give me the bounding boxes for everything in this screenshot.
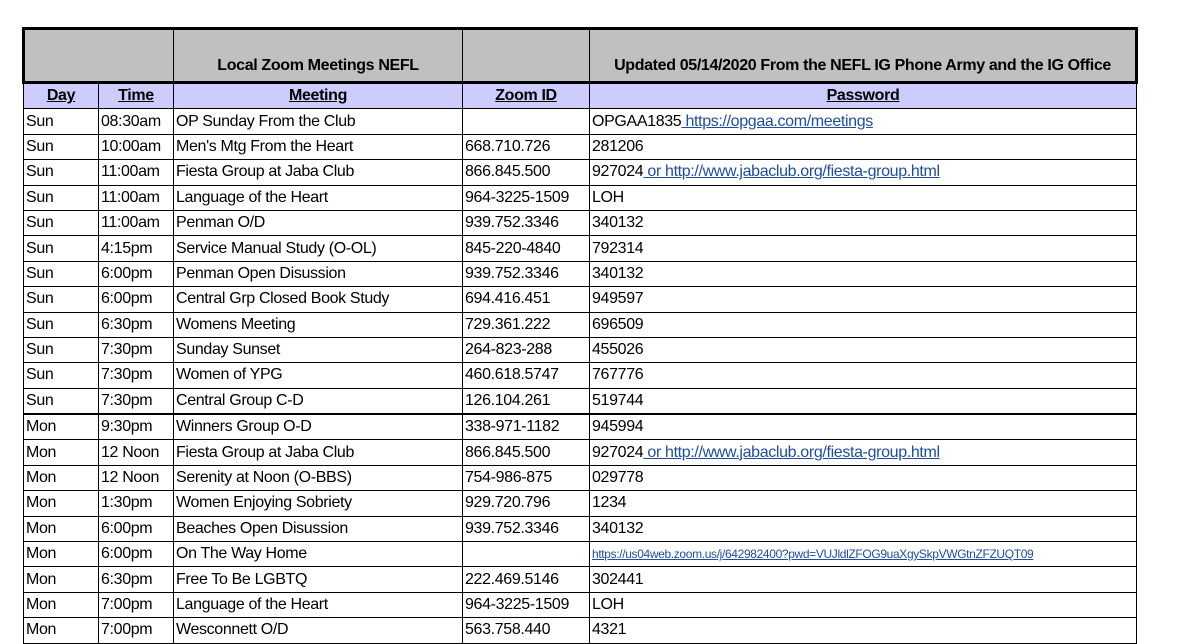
cell-zoom-id[interactable]: 929.720.796 [463,491,590,516]
password-text: 281206 [592,137,644,155]
cell-day[interactable]: Sun [24,388,99,414]
password-text: 455026 [592,341,644,359]
cell-day[interactable]: Mon [24,592,99,617]
title-row [24,29,1137,83]
cell-zoom-id[interactable]: 126.104.261 [463,388,590,414]
cell-meeting[interactable]: Women of YPG [174,363,463,388]
cell-day[interactable]: Mon [24,465,99,490]
password-text: 302441 [592,570,644,588]
cell-password[interactable] [590,440,1137,465]
table-row [24,491,1137,516]
cell-time[interactable]: 6:30pm [99,567,174,592]
cell-zoom-id[interactable]: 563.758.440 [463,618,590,643]
cell-zoom-id[interactable]: 866.845.500 [463,160,590,185]
cell-day[interactable]: Sun [24,261,99,286]
meeting-link[interactable]: or http://www.jabaclub.org/fiesta-group.html [643,443,940,461]
cell-password[interactable] [590,363,1137,388]
cell-password[interactable] [590,109,1137,134]
password-text: 519744 [592,391,644,409]
header-password[interactable]: Password [590,83,1137,109]
cell-password[interactable] [590,261,1137,286]
cell-day[interactable]: Sun [24,109,99,134]
cell-password[interactable] [590,491,1137,516]
cell-meeting[interactable]: Winners Group O-D [174,414,463,440]
cell-zoom-id[interactable]: 729.361.222 [463,312,590,337]
cell-time[interactable]: 6:00pm [99,287,174,312]
password-text: 945994 [592,418,644,436]
cell-meeting[interactable]: Serenity at Noon (O-BBS) [174,465,463,490]
cell-time[interactable]: 9:30pm [99,414,174,440]
cell-day[interactable]: Mon [24,440,99,465]
password-text: 696509 [592,315,644,333]
cell-meeting[interactable]: Free To Be LGBTQ [174,567,463,592]
password-text: 949597 [592,290,644,308]
cell-day[interactable]: Mon [24,542,99,567]
cell-zoom-id[interactable]: 264-823-288 [463,337,590,362]
password-text: 4321 [592,621,627,639]
cell-day[interactable]: Sun [24,134,99,159]
table-row [24,440,1137,465]
cell-day[interactable]: Sun [24,210,99,235]
table-row [24,414,1137,440]
cell-time[interactable]: 11:00am [99,160,174,185]
cell-day[interactable]: Sun [24,185,99,210]
meeting-rows [24,109,1137,643]
cell-day[interactable]: Sun [24,236,99,261]
cell-time[interactable]: 7:30pm [99,363,174,388]
table-row [24,516,1137,541]
table-row [24,618,1137,643]
table-row [24,542,1137,567]
cell-time[interactable]: 11:00am [99,210,174,235]
cell-time[interactable]: 11:00am [99,185,174,210]
cell-meeting[interactable]: Beaches Open Disussion [174,516,463,541]
table-row [24,363,1137,388]
cell-zoom-id[interactable]: 845-220-4840 [463,236,590,261]
cell-time[interactable]: 6:00pm [99,516,174,541]
cell-zoom-id[interactable]: 460.618.5747 [463,363,590,388]
cell-password[interactable] [590,465,1137,490]
cell-password[interactable] [590,312,1137,337]
title-blank-cell-2 [463,29,590,83]
cell-time[interactable]: 6:00pm [99,542,174,567]
table-row [24,185,1137,210]
password-text: 792314 [592,239,644,257]
table-row [24,261,1137,286]
cell-password[interactable] [590,618,1137,643]
cell-meeting[interactable]: OP Sunday From the Club [174,109,463,134]
meeting-link[interactable]: https://opgaa.com/meetings [681,112,873,130]
cell-meeting[interactable]: Central Grp Closed Book Study [174,287,463,312]
meeting-link[interactable]: https://us04web.zoom.us/j/642982400?pwd=VUJldlZFOG9uaXgySkpVWGtnZFZUQT09 [592,547,1034,562]
cell-password[interactable] [590,185,1137,210]
title-blank-cell [24,29,174,83]
cell-meeting[interactable]: Fiesta Group at Jaba Club [174,160,463,185]
cell-day[interactable]: Sun [24,287,99,312]
password-text: 927024 [592,163,644,181]
header-zoom-id[interactable]: Zoom ID [463,83,590,109]
cell-zoom-id[interactable] [463,109,590,134]
cell-time[interactable]: 6:30pm [99,312,174,337]
table-row [24,109,1137,134]
cell-meeting[interactable]: Penman Open Disussion [174,261,463,286]
cell-meeting[interactable]: Women Enjoying Sobriety [174,491,463,516]
cell-password[interactable] [590,388,1137,414]
cell-time[interactable]: 12 Noon [99,465,174,490]
cell-zoom-id[interactable]: 866.845.500 [463,440,590,465]
column-header-row [24,83,1137,109]
cell-zoom-id[interactable] [463,542,590,567]
cell-password[interactable] [590,134,1137,159]
cell-day[interactable]: Mon [24,414,99,440]
cell-time[interactable]: 7:30pm [99,388,174,414]
password-text: OPGAA1835 [592,112,682,130]
password-text: 029778 [592,469,644,487]
meeting-spreadsheet [22,27,1135,644]
cell-zoom-id[interactable]: 338-971-1182 [463,414,590,440]
cell-meeting[interactable]: Men's Mtg From the Heart [174,134,463,159]
cell-zoom-id[interactable]: 939.752.3346 [463,516,590,541]
table-row [24,465,1137,490]
cell-day[interactable]: Mon [24,516,99,541]
update-note: Updated 05/14/2020 From the NEFL IG Phone Army and the IG Office [590,29,1137,83]
cell-zoom-id[interactable]: 668.710.726 [463,134,590,159]
cell-meeting[interactable]: Central Group C-D [174,388,463,414]
cell-zoom-id[interactable]: 964-3225-1509 [463,592,590,617]
password-text: 340132 [592,264,644,282]
cell-meeting[interactable]: On The Way Home [174,542,463,567]
header-time[interactable]: Time [99,83,174,109]
password-text: LOH [592,596,624,613]
cell-zoom-id[interactable]: 939.752.3346 [463,210,590,235]
cell-time[interactable]: 7:00pm [99,618,174,643]
cell-time[interactable]: 12 Noon [99,440,174,465]
password-text: LOH [592,188,624,206]
cell-password[interactable] [590,542,1137,567]
cell-meeting[interactable]: Womens Meeting [174,312,463,337]
table-row [24,236,1137,261]
cell-meeting[interactable]: Penman O/D [174,210,463,235]
cell-time[interactable]: 1:30pm [99,491,174,516]
meetings-table [22,27,1138,644]
meeting-link[interactable]: or http://www.jabaclub.org/fiesta-group.html [643,163,940,181]
cell-password[interactable] [590,236,1137,261]
cell-day[interactable]: Sun [24,160,99,185]
table-row [24,210,1137,235]
cell-meeting[interactable]: Service Manual Study (O-OL) [174,236,463,261]
password-text: 340132 [592,214,644,232]
sheet-title: Local Zoom Meetings NEFL [174,29,463,83]
cell-day[interactable]: Sun [24,337,99,362]
cell-time[interactable]: 4:15pm [99,236,174,261]
header-meeting[interactable]: Meeting [174,83,463,109]
table-row [24,567,1137,592]
password-text: 1234 [592,494,627,512]
cell-password[interactable] [590,160,1137,185]
cell-meeting[interactable]: Language of the Heart [174,185,463,210]
cell-meeting[interactable]: Language of the Heart [174,592,463,617]
cell-day[interactable]: Mon [24,567,99,592]
table-row [24,134,1137,159]
password-text: 767776 [592,366,644,384]
cell-password[interactable] [590,287,1137,312]
cell-day[interactable]: Sun [24,363,99,388]
table-row [24,160,1137,185]
cell-password[interactable] [590,567,1137,592]
cell-meeting[interactable]: Fiesta Group at Jaba Club [174,440,463,465]
cell-time[interactable]: 7:30pm [99,337,174,362]
cell-day[interactable]: Mon [24,618,99,643]
password-text: 927024 [592,443,644,461]
table-row [24,287,1137,312]
cell-password[interactable] [590,414,1137,440]
cell-zoom-id[interactable]: 694.416.451 [463,287,590,312]
cell-time[interactable]: 7:00pm [99,592,174,617]
cell-time[interactable]: 08:30am [99,109,174,134]
cell-day[interactable]: Mon [24,491,99,516]
cell-zoom-id[interactable]: 754-986-875 [463,465,590,490]
password-text: 340132 [592,519,644,537]
cell-zoom-id[interactable]: 222.469.5146 [463,567,590,592]
cell-zoom-id[interactable]: 939.752.3346 [463,261,590,286]
cell-password[interactable] [590,516,1137,541]
cell-password[interactable] [590,337,1137,362]
cell-day[interactable]: Sun [24,312,99,337]
cell-password[interactable] [590,592,1137,617]
cell-meeting[interactable]: Wesconnett O/D [174,618,463,643]
header-day[interactable]: Day [24,83,99,109]
cell-time[interactable]: 6:00pm [99,261,174,286]
cell-password[interactable] [590,210,1137,235]
table-row [24,337,1137,362]
cell-zoom-id[interactable]: 964-3225-1509 [463,185,590,210]
table-row [24,592,1137,617]
cell-time[interactable]: 10:00am [99,134,174,159]
table-row [24,312,1137,337]
cell-meeting[interactable]: Sunday Sunset [174,337,463,362]
table-row [24,388,1137,414]
